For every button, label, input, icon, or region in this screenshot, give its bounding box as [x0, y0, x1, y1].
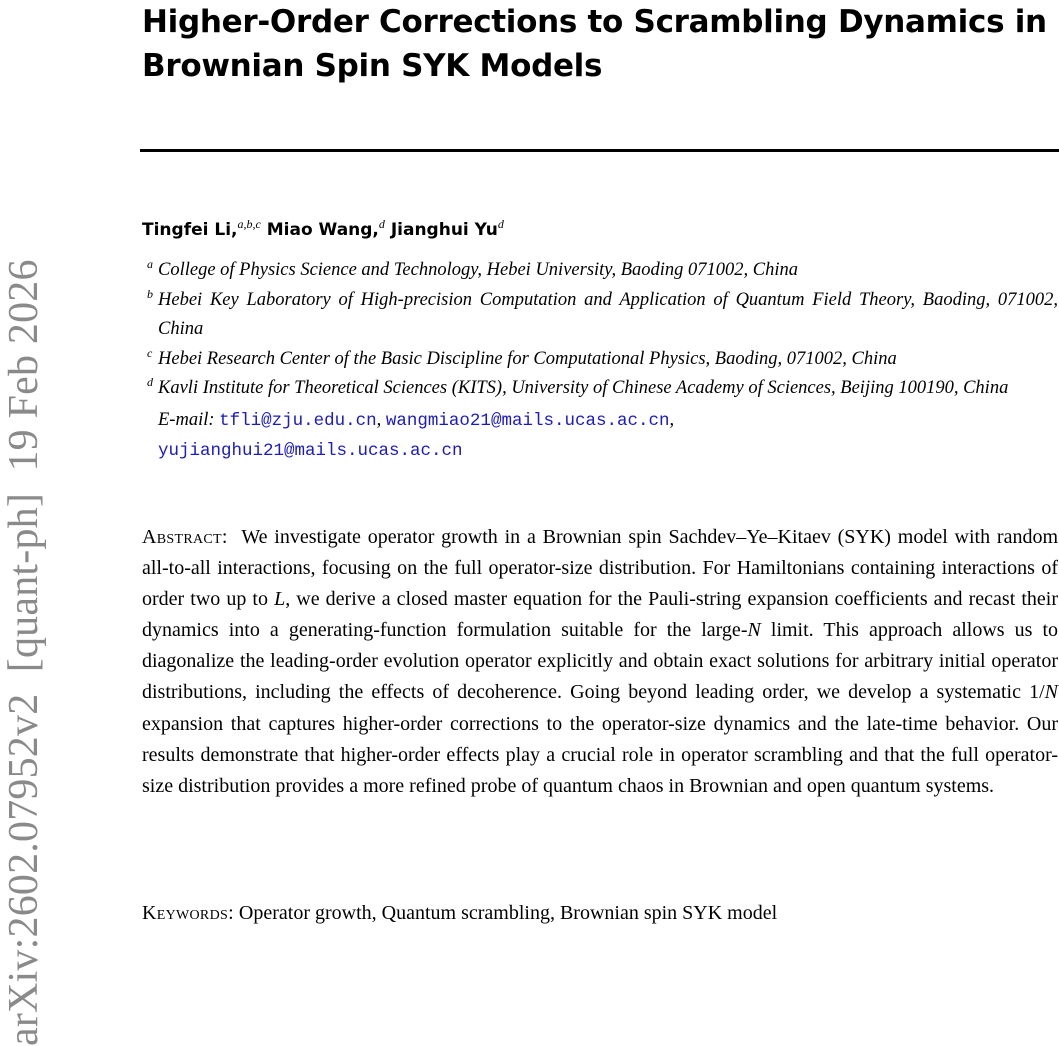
- email-link[interactable]: tfli@zju.edu.cn: [219, 410, 377, 431]
- affiliation-mark: a: [147, 257, 153, 271]
- author-affil-marks: a,b,c: [237, 217, 261, 231]
- affiliation-item: [146, 286, 1058, 345]
- abstract-label: Abstract:: [142, 526, 228, 548]
- affiliation-item: [146, 256, 1058, 286]
- paper-title: [142, 0, 1059, 88]
- math-variable-N: N: [1044, 681, 1058, 704]
- author-list: [142, 218, 504, 242]
- abstract-paragraph: [142, 522, 1058, 802]
- email-label: E-mail:: [158, 409, 215, 430]
- email-separator: ,: [376, 409, 386, 430]
- keywords-text: Operator growth, Quantum scrambling, Brownian spin SYK model: [238, 902, 778, 924]
- abstract-text: expansion that captures higher-order corrections to the operator-size dynamics and the late-time behavior. Our results demonstrate that higher-order effects play a crucial role in operator scrambling and that the full operator-size distribution provides a more refined probe of quantum chaos in Brownian and open quantum systems.: [142, 712, 1058, 797]
- author-name: Tingfei Li,: [142, 220, 238, 240]
- arxiv-stamp-text: arXiv:2602.07952v2 [quant-ph] 19 Feb 2026: [1, 259, 47, 1046]
- affiliation-mark: c: [147, 345, 153, 360]
- title-rule-divider: [140, 149, 1059, 152]
- title-line-2: Brownian Spin SYK Models: [142, 48, 603, 84]
- affiliation-text: Hebei Research Center of the Basic Discipline for Computational Physics, Baoding, 071002, China: [158, 348, 897, 369]
- abstract-text: , we derive a closed master equation for the Pauli-string expansion coefficients and recast their dynamics into a generating-function formulation suitable for the large-: [142, 588, 1058, 642]
- affiliation-text: Hebei Key Laboratory of High-precision Computation and Application of Quantum Field Theory, Baoding, 071002, China: [158, 289, 1058, 339]
- abstract-text: limit. This approach allows us to diagonalize the leading-order evolution operator explicitly and obtain exact solutions for arbitrary initial operator distributions, including the effects of decoherence. Going beyond leading order, we develop a systematic 1/: [142, 619, 1059, 704]
- keywords-label: Keywords:: [142, 902, 234, 924]
- email-separator: ,: [669, 409, 675, 430]
- affiliation-item: [146, 374, 1058, 404]
- author-name: Miao Wang,: [266, 220, 379, 240]
- author-affil-marks: d: [378, 217, 385, 231]
- email-link[interactable]: yujianghui21@mails.ucas.ac.cn: [158, 441, 463, 461]
- keywords-line: [142, 899, 1058, 927]
- math-variable-N: N: [747, 619, 761, 642]
- affiliation-mark: d: [147, 375, 153, 389]
- abstract-text: We investigate operator growth in a Brownian spin Sachdev–Ye–Kitaev (SYK) model with random all-to-all interactions, focusing on the full operator-size distribution. For Hamiltonians containing interactions of order two up to: [142, 526, 1059, 611]
- affiliation-list: [146, 256, 1058, 467]
- email-block: [146, 406, 1058, 467]
- title-line-1: Higher-Order Corrections to Scrambling Dynamics in: [142, 4, 1047, 40]
- affiliation-text: College of Physics Science and Technology, Hebei University, Baoding 071002, China: [158, 260, 799, 280]
- email-link[interactable]: wangmiao21@mails.ucas.ac.cn: [385, 410, 670, 431]
- affiliation-text: Kavli Institute for Theoretical Sciences (KITS), University of Chinese Academy of Sciences, Beijing 100190, China: [158, 378, 1009, 398]
- arxiv-identifier-stamp: [1, 259, 50, 1046]
- author-name: Jianghui Yu: [390, 220, 498, 240]
- math-variable-L: L: [274, 588, 286, 611]
- affiliation-item: [146, 345, 1058, 375]
- affiliation-mark: b: [147, 286, 153, 301]
- author-affil-marks: d: [497, 217, 504, 231]
